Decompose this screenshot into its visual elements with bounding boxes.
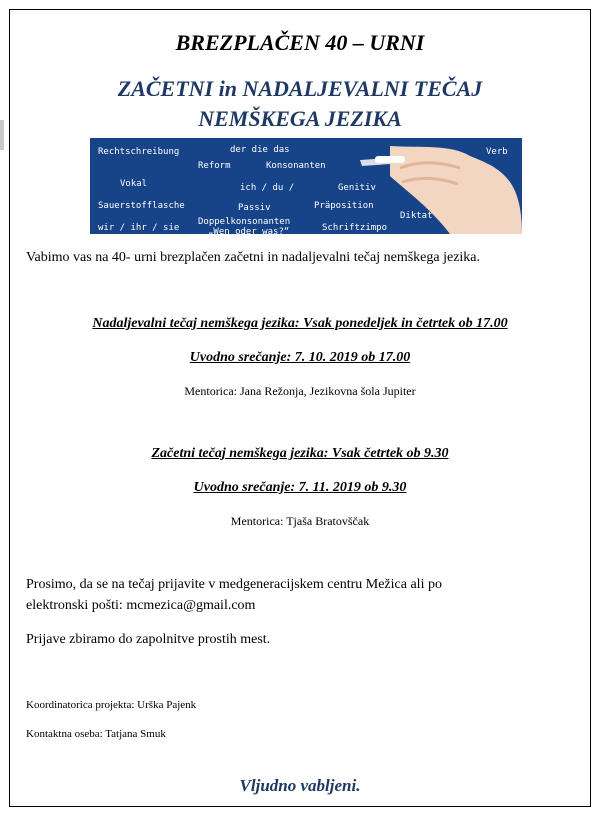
banner-word: Sauerstofflasche: [98, 201, 185, 211]
banner-word: ich / du /: [240, 183, 295, 193]
page-edge-marker: [0, 120, 4, 150]
advanced-intro-meeting: Uvodno srečanje: 7. 10. 2019 ob 17.00: [189, 350, 411, 365]
beginner-intro-meeting: Uvodno srečanje: 7. 11. 2019 ob 9.30: [193, 480, 407, 495]
banner-word: Vokal: [120, 179, 148, 189]
coordinator-text: Koordinatorica projekta: Urška Pajenk: [26, 699, 197, 711]
deadline-text: Prijave zbiramo do zapolnitve prostih mest.: [26, 632, 271, 647]
title-line-2: ZAČETNI in NADALJEVALNI TEČAJ: [117, 76, 483, 101]
apply-text-line-2: elektronski pošti: mcmezica@gmail.com: [26, 598, 256, 613]
german-words-image: [90, 138, 522, 234]
title-line-3: NEMŠKEGA JEZIKA: [198, 106, 402, 131]
banner-word: „Wen oder was?“: [208, 227, 290, 234]
beginner-course-heading: Začetni tečaj nemškega jezika: Vsak četrtek ob 9.30: [151, 446, 449, 461]
intro-text: Vabimo vas na 40- urni brezplačen začetni in nadaljevalni tečaj nemškega jezika.: [26, 250, 481, 265]
banner-word: Reform: [198, 161, 231, 171]
banner-word: Doppelkonsonanten: [198, 217, 291, 227]
contact-text: Kontaktna oseba: Tatjana Smuk: [26, 728, 166, 740]
beginner-mentor: Mentorica: Tjaša Bratovščak: [230, 514, 370, 528]
title-line-1: BREZPLAČEN 40 – URNI: [175, 30, 425, 55]
banner-word: Schriftzimpo: [322, 223, 388, 233]
flyer-frame: [9, 9, 591, 807]
banner-word: Diktat: [400, 211, 433, 221]
banner-word: Passiv: [238, 203, 271, 213]
advanced-mentor: Mentorica: Jana Režonja, Jezikovna šola Jupiter: [184, 384, 416, 398]
banner-word: Konsonanten: [266, 161, 326, 171]
banner-word: Genitiv: [338, 183, 376, 193]
advanced-course-heading: Nadaljevalni tečaj nemškega jezika: Vsak ponedeljek in četrtek ob 17.00: [92, 316, 508, 331]
apply-text-line-1: Prosimo, da se na tečaj prijavite v medgeneracijskem centru Mežica ali po: [26, 577, 442, 592]
banner-word: wir / ihr / sie: [98, 223, 180, 233]
closing-text: Vljudno vabljeni.: [239, 776, 361, 795]
banner-word: Rechtschreibung: [98, 147, 180, 157]
banner-word: der die das: [230, 145, 290, 155]
banner-word: Präposition: [314, 201, 374, 211]
banner-word: Verb: [486, 147, 508, 157]
